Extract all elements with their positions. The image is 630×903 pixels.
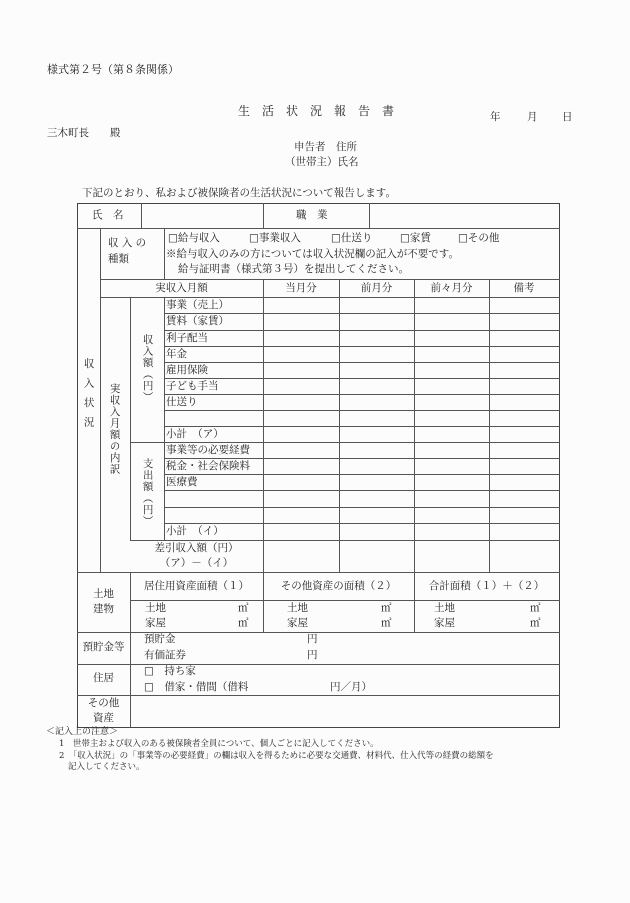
yen-unit: 円 xyxy=(307,633,318,645)
name-label: 氏 名 xyxy=(92,209,124,221)
unit-label: ㎡ xyxy=(530,602,541,614)
income-type-note-2: 給与証明書（様式第３号）を提出してください。 xyxy=(178,263,409,275)
other-assets-field[interactable] xyxy=(131,696,558,726)
land-label-1: 土地 xyxy=(93,588,114,600)
col-this-month: 当月分 xyxy=(285,282,317,294)
expense-item: 事業等の必要経費 xyxy=(166,444,250,456)
col-two-months-ago: 前々月分 xyxy=(430,282,473,294)
income-option-salary[interactable]: □給与収入 xyxy=(168,232,220,244)
income-amount-label: 収入額（円） xyxy=(141,334,154,403)
land-header-total: 合計面積（１）＋（２） xyxy=(428,580,545,592)
income-item: 利子配当 xyxy=(166,332,208,344)
land-header-residential: 居住用資産面積（１） xyxy=(144,580,249,592)
note-item: 2 「収入状況」の「事業等の必要経費」の欄は収入を得るために必要な交通費、材料代、仕入代等の経費の総額を xyxy=(59,751,494,761)
deposit-label: 預貯金 xyxy=(144,633,176,645)
unit-label: ㎡ xyxy=(530,617,541,629)
note-item: 記入してください。 xyxy=(68,762,145,772)
income-status-label: 収入状況 xyxy=(82,358,95,436)
land-label-2: 建物 xyxy=(93,603,114,615)
form-number: 様式第２号（第８条関係） xyxy=(47,63,179,76)
income-subtotal-label: 小計 （ア） xyxy=(166,428,224,440)
occupation-field[interactable] xyxy=(370,204,558,227)
unit-label: ㎡ xyxy=(381,617,392,629)
col-monthly-income: 実収入月額 xyxy=(155,282,208,294)
yen-unit: 円 xyxy=(307,649,318,661)
house-area-label: 家屋 xyxy=(145,617,166,629)
breakdown-label: 実収入月額の内訳 xyxy=(108,383,121,475)
income-type-label-1: 収 入 の xyxy=(108,237,147,249)
net-income-label-2: （ア）－（イ） xyxy=(159,557,234,569)
residence-label: 住居 xyxy=(93,672,114,684)
other-assets-label-1: その他 xyxy=(87,697,120,709)
note-item: 1 世帯主および収入のある被保険者全員について、個人ごとに記入してください。 xyxy=(59,739,379,749)
notes-title: ＜記入上の注意＞ xyxy=(46,727,119,737)
date-day: 日 xyxy=(562,111,573,123)
residence-own-checkbox[interactable]: □ 持ち家 xyxy=(144,665,196,677)
income-item: 賃料（家賃） xyxy=(166,315,229,327)
unit-label: ㎡ xyxy=(381,602,392,614)
date-month: 月 xyxy=(527,111,538,123)
income-option-allowance[interactable]: □仕送り xyxy=(331,232,373,244)
land-header-other: その他資産の面積（２） xyxy=(280,580,397,592)
house-area-label: 家屋 xyxy=(287,617,308,629)
expense-item: 税金・社会保険料 xyxy=(166,460,250,472)
expense-item: 医療費 xyxy=(166,476,198,488)
income-option-business[interactable]: □事業収入 xyxy=(249,232,301,244)
income-option-other[interactable]: □その他 xyxy=(458,232,500,244)
net-income-label-1: 差引収入額（円） xyxy=(154,542,239,554)
unit-label: ㎡ xyxy=(238,617,249,629)
land-area-label: 土地 xyxy=(145,602,166,614)
declarant-address-label: 申告者 住所 xyxy=(294,141,357,153)
securities-label: 有価証券 xyxy=(144,649,186,661)
date-year: 年 xyxy=(490,111,501,123)
col-last-month: 前月分 xyxy=(360,282,393,294)
col-remarks: 備考 xyxy=(513,282,535,294)
income-item: 年金 xyxy=(166,348,187,360)
expense-amount-label: 支出額（円） xyxy=(141,458,154,527)
intro-text: 下記のとおり、私および被保険者の生活状況について報告します。 xyxy=(82,187,396,199)
income-item: 子ども手当 xyxy=(166,380,219,392)
land-area-label: 土地 xyxy=(434,602,455,614)
declarant-name-label: （世帯主）氏名 xyxy=(285,156,359,168)
occupation-label: 職 業 xyxy=(296,209,328,221)
income-item: 事業（売上） xyxy=(166,299,229,311)
income-type-label-2: 種類 xyxy=(108,253,129,265)
name-field[interactable] xyxy=(142,204,262,227)
house-area-label: 家屋 xyxy=(434,617,455,629)
expense-subtotal-label: 小計 （イ） xyxy=(166,525,224,537)
page-title: 生 活 状 況 報 告 書 xyxy=(238,104,395,118)
addressee: 三木町長 殿 xyxy=(47,127,121,139)
savings-label: 預貯金等 xyxy=(82,641,125,653)
income-item: 仕送り xyxy=(166,396,198,408)
income-option-rent[interactable]: □家賃 xyxy=(400,232,431,244)
residence-rent-checkbox[interactable]: □ 借家・借間（借料 xyxy=(144,681,249,693)
unit-label: ㎡ xyxy=(238,602,249,614)
rent-unit: 円／月） xyxy=(330,681,372,693)
land-area-label: 土地 xyxy=(287,602,308,614)
income-type-note-1: ※給与収入のみの方については収入状況欄の記入が不要です。 xyxy=(166,248,459,260)
income-item: 雇用保険 xyxy=(166,364,208,376)
other-assets-label-2: 資産 xyxy=(93,712,114,724)
